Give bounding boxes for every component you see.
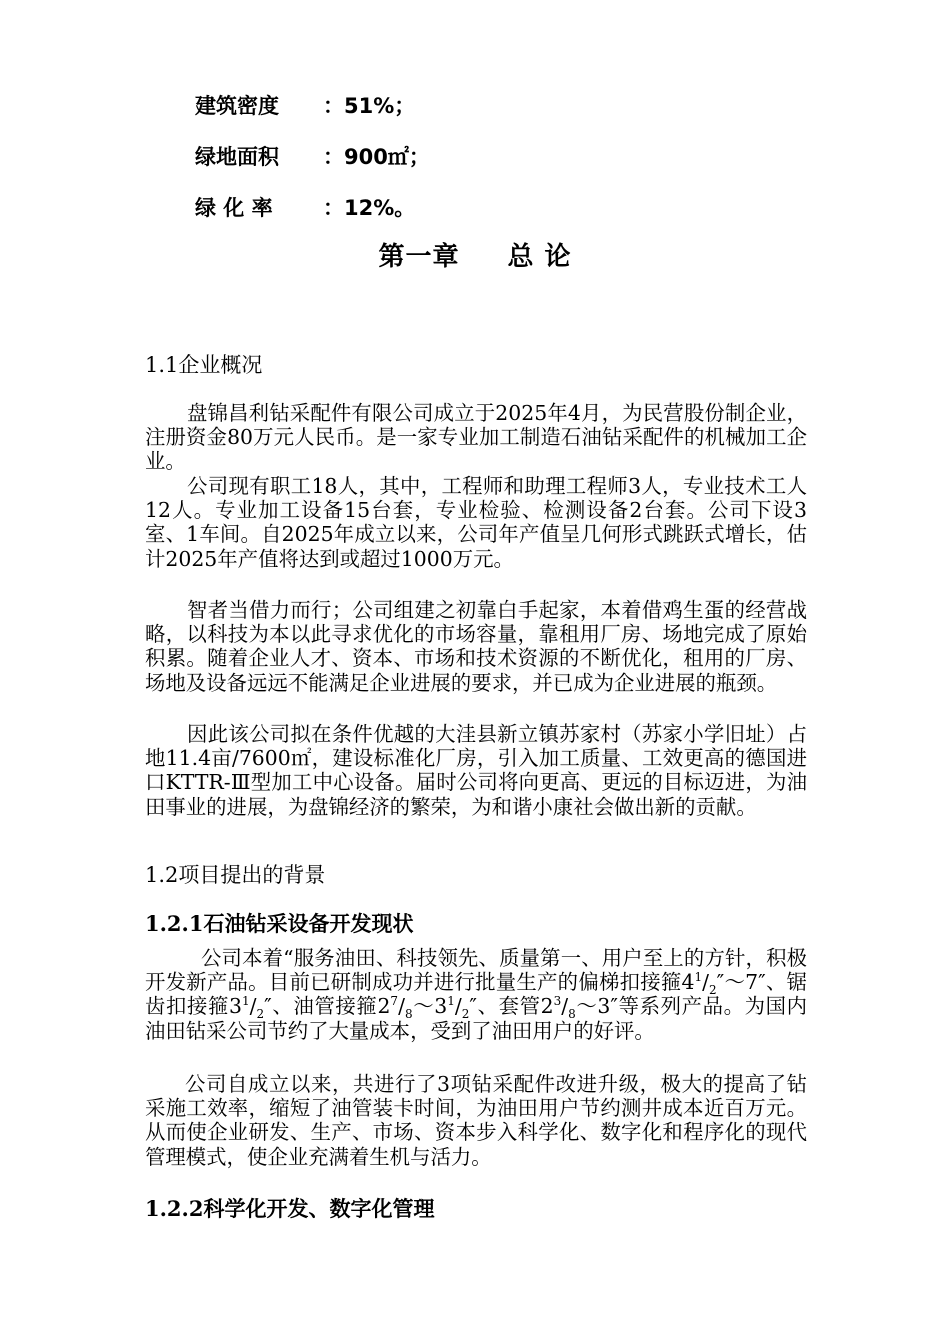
paragraph-company-overview: 盘锦昌利钻采配件有限公司成立于2025年4月，为民营股份制企业，注册资金80万元人民币。是一家专业加工制造石油钻采配件的机械加工企业。 bbox=[145, 401, 807, 474]
stat-building-density bbox=[195, 92, 415, 120]
stat-label: 建筑密度 bbox=[195, 94, 279, 118]
text-run: 公司本着“服务油田、科技领先、质量第一、用户至上的方针，积极开发新产品。目前已研制成功并进行批量生产的偏梯扣接箍4 bbox=[145, 946, 807, 995]
chapter-title bbox=[0, 240, 950, 274]
section-heading-1-2: 1.2项目提出的背景 bbox=[145, 863, 326, 887]
paragraph-new-site: 因此该公司拟在条件优越的大洼县新立镇苏家村（苏家小学旧址）占地11.4亩/7600㎡，建设标准化厂房，引入加工质量、工效更高的德国进口KTTR-Ⅲ型加工中心设备。届时公司将向更高、更远的目标迈进，为油田事业的进展，为盘锦经济的繁荣，为和谐小康社会做出新的贡献。 bbox=[145, 722, 807, 819]
stat-green-area bbox=[195, 143, 430, 171]
text-run: ″、套管2 bbox=[469, 994, 554, 1019]
fraction-numerator: 1 bbox=[242, 994, 250, 1009]
paragraph-product-development: 公司本着“服务油田、科技领先、质量第一、用户至上的方针，积极开发新产品。目前已研制成功并进行批量生产的偏梯扣接箍$4^1/_2''\sim 7''$、锯齿扣接箍$3^1/_2''$、油管接箍$2^7/_8\sim 3^1/_2''$、套管$2^3/_8\sim 3''$等系列产品。为国内油田钻采公司节约了大量成本，受到了油田用户的好评。 bbox=[145, 946, 808, 1043]
fraction-denominator: 2 bbox=[708, 983, 717, 998]
section-heading-1-2-1: 1.2.1石油钻采设备开发现状 bbox=[145, 911, 414, 936]
fraction-denominator: 2 bbox=[256, 1007, 265, 1022]
paragraph-staff-equipment: 公司现有职工18人，其中，工程师和助理工程师3人，专业技术工人12人。专业加工设备15台套，专业检验、检测设备2台套。公司下设3室、1车间。自2025年成立以来，公司年产值呈几何形式跳跃式增长，估计2025年产值将达到或超过1000万元。 bbox=[145, 474, 807, 571]
text-run: ″、油管接箍2 bbox=[264, 994, 391, 1019]
stat-green-rate bbox=[195, 194, 415, 222]
chapter-name: 总 论 bbox=[507, 242, 572, 272]
fraction-denominator: 2 bbox=[461, 1007, 470, 1022]
stat-label: 绿 化 率 bbox=[195, 196, 273, 220]
paragraph-improvements: 公司自成立以来，共进行了3项钻采配件改进升级，极大的提高了钻采施工效率，缩短了油管装卡时间，为油田用户节约测井成本近百万元。从而使企业研发、生产、市场、资本步入科学化、数字化和程序化的现代管理模式，使企业充满着生机与活力。 bbox=[145, 1072, 807, 1169]
fraction-numerator: 1 bbox=[694, 970, 703, 985]
text-run: ～3″等系列产品。为国内油田钻采公司节约了大量成本，受到了油田用户的好评。 bbox=[145, 994, 808, 1043]
section-heading-1-2-2: 1.2.2科学化开发、数字化管理 bbox=[145, 1196, 435, 1221]
stat-value: ：12%。 bbox=[323, 196, 416, 220]
text-run: ～3 bbox=[412, 994, 448, 1019]
text-run: ″～7″、锯齿扣接箍3 bbox=[145, 970, 807, 1019]
chapter-number: 第一章 bbox=[378, 242, 460, 272]
stat-label: 绿地面积 bbox=[195, 145, 279, 169]
fraction-denominator: 8 bbox=[568, 1007, 576, 1022]
stat-value: ：51%； bbox=[323, 94, 416, 118]
stat-value: ：900㎡； bbox=[323, 145, 430, 169]
paragraph-growth-strategy: 智者当借力而行；公司组建之初靠白手起家，本着借鸡生蛋的经营战略，以科技为本以此寻求优化的市场容量，靠租用厂房、场地完成了原始积累。随着企业人才、资本、市场和技术资源的不断优化，租用的厂房、场地及设备远远不能满足企业进展的要求，并已成为企业进展的瓶颈。 bbox=[145, 598, 807, 695]
fraction-numerator: 3 bbox=[553, 994, 562, 1009]
section-heading-1-1: 1.1企业概况 bbox=[145, 353, 263, 377]
fraction-numerator: 1 bbox=[447, 994, 455, 1009]
fraction-numerator: 7 bbox=[390, 994, 399, 1009]
fraction-denominator: 8 bbox=[404, 1007, 413, 1022]
